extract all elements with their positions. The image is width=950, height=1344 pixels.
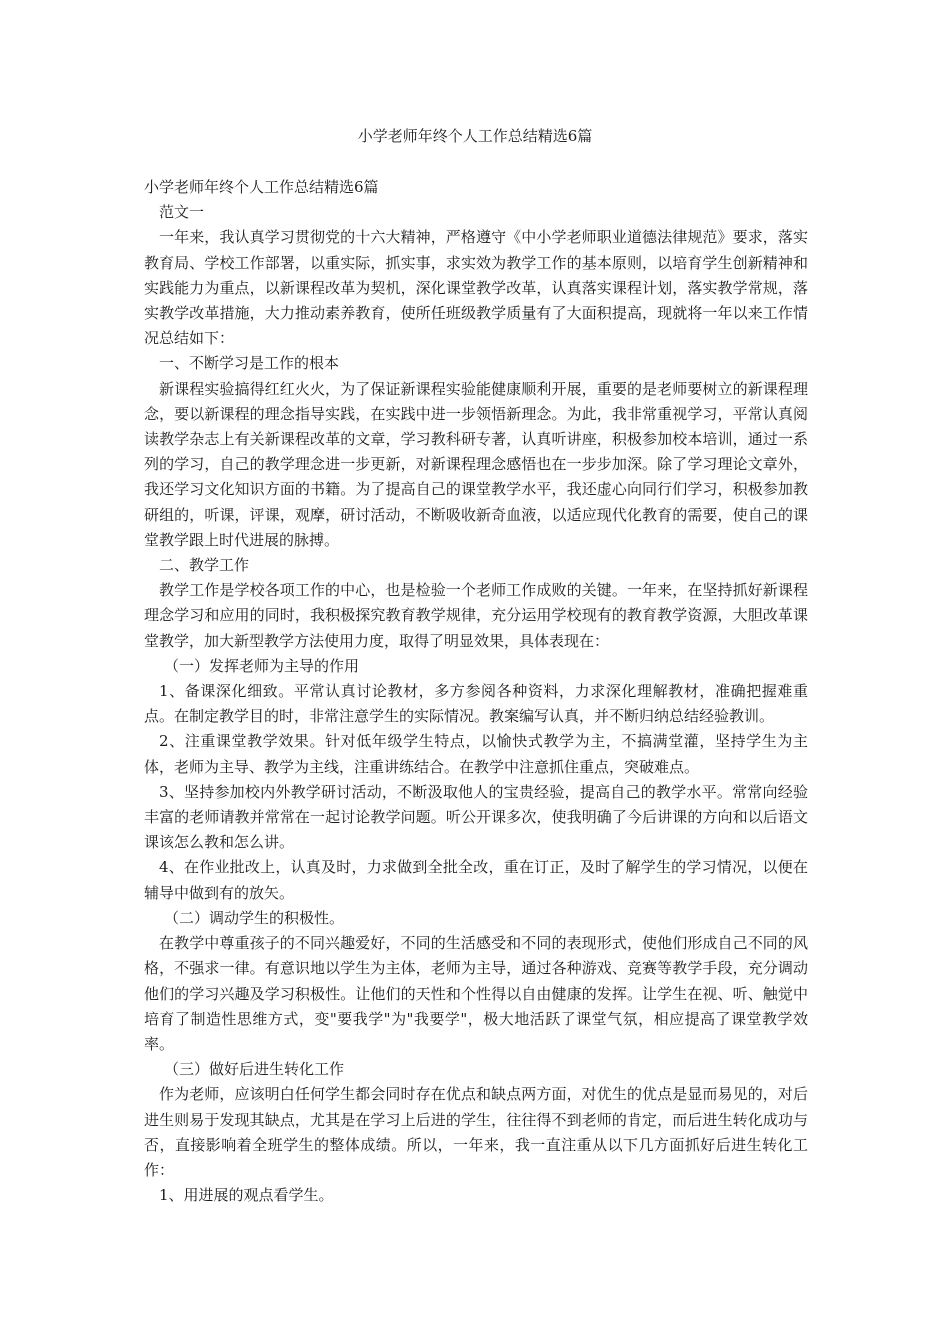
- list-item-development-view: 1、用进展的观点看学生。: [159, 1186, 334, 1205]
- list-item-1: 1、备课深化细致。平常认真讨论教材，多方参阅各种资料，力求深化理解教材，准确把握难重点。在制定教学目的时，非常注意学生的实际情况。教案编写认真，并不断归纳总结经验教训。: [144, 682, 808, 726]
- document-subtitle: 小学老师年终个人工作总结精选6篇: [144, 178, 379, 196]
- list-item-4: 4、在作业批改上，认真及时，力求做到全批全改，重在订正，及时了解学生的学习情况，以便在辅导中做到有的放矢。: [144, 858, 808, 902]
- paragraph-intro: 一年来，我认真学习贯彻党的十六大精神，严格遵守《中小学老师职业道德法律规范》要求，落实教育局、学校工作部署，以重实际，抓实事，求实效为教学工作的基本原则，以培育学生创新精神和实践能力为重点，以新课程改革为契机，深化课堂教学改革，认真落实课程计划，落实教学常规，落实教学改革措施，大力推动素养教育，使所任班级教学质量有了大面积提高，现就将一年以来工作情况总结如下：: [144, 228, 808, 348]
- paragraph-learning: 新课程实验搞得红红火火，为了保证新课程实验能健康顺利开展，重要的是老师要树立的新课程理念，要以新课程的理念指导实践，在实践中进一步领悟新理念。为此，我非常重视学习，平常认真阅读教学杂志上有关新课程改革的文章，学习教科研专著，认真听讲座，积极参加校本培训，通过一系列的学习，自己的教学理念进一步更新，对新课程理念感悟也在一步步加深。除了学习理论文章外，我还学习文化知识方面的书籍。为了提高自己的课堂教学水平，我还虚心向同行们学习，积极参加教研组的，听课，评课，观摩，研讨活动，不断吸收新奇血液，以适应现代化教育的需要，使自己的课堂教学跟上时代进展的脉搏。: [144, 379, 808, 549]
- document-body: [144, 175, 808, 1208]
- list-item-2: 2、注重课堂教学效果。针对低年级学生特点，以愉快式教学为主，不搞满堂灌，坚持学生为主体，老师为主导、教学为主线，注重讲练结合。在教学中注意抓住重点，突破难点。: [144, 732, 808, 776]
- heading-learning: 一、不断学习是工作的根本: [159, 354, 340, 373]
- list-item-3: 3、坚持参加校内外教学研讨活动，不断汲取他人的宝贵经验，提高自己的教学水平。常常向经验丰富的老师请教并常常在一起讨论教学问题。听公开课多次，使我明确了今后讲课的方向和以后语文课该怎么教和怎么讲。: [144, 782, 808, 852]
- section-label-fanwen: 范文一: [159, 203, 205, 222]
- heading-teaching: 二、教学工作: [159, 556, 250, 575]
- paragraph-motivation: 在教学中尊重孩子的不同兴趣爱好，不同的生活感受和不同的表现形式，使他们形成自己不同的风格，不强求一律。有意识地以学生为主体，老师为主导，通过各种游戏、竞赛等教学手段，充分调动他们的学习兴趣及学习积极性。让他们的天性和个性得以自由健康的发挥。让学生在视、听、触觉中培育了制造性思维方式，变"要我学"为"我要学"，极大地活跃了课堂气氛，相应提高了课堂教学效率。: [144, 934, 808, 1053]
- subheading-motivation: （二）调动学生的积极性。: [164, 908, 345, 927]
- subheading-struggling-students: （三）做好后进生转化工作: [164, 1060, 345, 1079]
- paragraph-struggling-students: 作为老师，应该明白任何学生都会同时存在优点和缺点两方面，对优生的优点是显而易见的，对后进生则易于发现其缺点，尤其是在学习上后进的学生，往往得不到老师的肯定，而后进生转化成功与否，直接影响着全班学生的整体成绩。所以，一年来，我一直注重从以下几方面抓好后进生转化工作：: [144, 1085, 808, 1179]
- subheading-teacher-role: （一）发挥老师为主导的作用: [164, 656, 360, 675]
- document-title: 小学老师年终个人工作总结精选6篇: [357, 127, 593, 145]
- paragraph-teaching: 教学工作是学校各项工作的中心，也是检验一个老师工作成败的关键。一年来，在坚持抓好新课程理念学习和应用的同时，我积极探究教育教学规律，充分运用学校现有的教育教学资源，大胆改革课堂教学，加大新型教学方法使用力度，取得了明显效果，具体表现在：: [144, 581, 808, 650]
